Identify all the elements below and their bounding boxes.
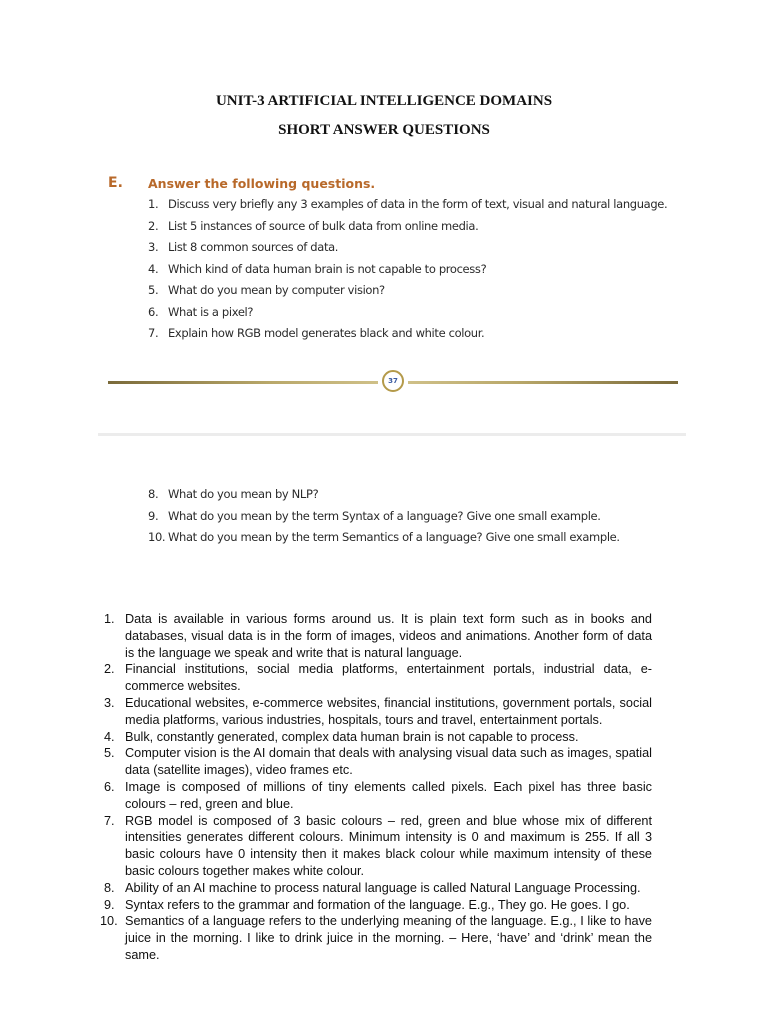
answer-number: 5. [104,746,115,761]
question-item [148,237,667,259]
question-number: 6. [148,304,159,319]
answer-item [104,880,652,897]
answer-item [100,913,652,963]
question-item [148,506,620,528]
divider-line-right [408,381,678,384]
question-list-page2 [148,484,620,549]
question-number: 1. [148,197,159,211]
question-number: 9. [148,508,159,523]
question-number: 4. [148,261,159,276]
question-text: List 8 common sources of data. [168,240,339,254]
answer-number: 8. [104,880,115,895]
answer-text: Syntax refers to the grammar and formation of the language. E.g., They go. He goes. I go. [125,897,630,912]
answer-number: 6. [104,779,115,794]
question-text: Discuss very briefly any 3 examples of data in the form of text, visual and natural language. [168,197,668,211]
question-number: 5. [148,283,159,297]
answer-item [104,779,652,813]
page-separator [98,433,686,436]
question-number: 2. [148,218,159,233]
answer-number: 1. [104,612,115,626]
answer-item [104,661,652,695]
question-text: What do you mean by computer vision? [168,283,385,297]
question-number: 10. [148,530,166,544]
question-text: What do you mean by the term Syntax of a language? Give one small example. [168,508,601,523]
answer-item [104,729,652,746]
answer-item [104,745,652,779]
question-text: Which kind of data human brain is not capable to process? [168,261,487,276]
answer-text: Semantics of a language refers to the underlying meaning of the language. E.g., I like to have juice in the morning. I like to drink juice in the morning. – Here, ‘have’ and ‘drink’ mean the same. [125,914,652,962]
question-item [148,280,667,302]
answer-item [104,611,652,661]
question-item [148,484,620,506]
page-title: UNIT-3 ARTIFICIAL INTELLIGENCE DOMAINS [215,93,553,109]
answer-number: 4. [104,729,115,744]
question-item [148,323,667,345]
question-text: What do you mean by the term Semantics of a language? Give one small example. [168,530,620,544]
answer-text: Bulk, constantly generated, complex data human brain is not capable to process. [125,729,579,744]
question-text: What is a pixel? [168,304,254,319]
question-number: 3. [148,240,159,254]
section-heading: Answer the following questions. [148,176,376,191]
page-number-badge: 37 [382,370,404,392]
answer-item [104,813,652,880]
page-subtitle: SHORT ANSWER QUESTIONS [278,122,490,138]
question-number: 8. [148,487,159,501]
question-text: List 5 instances of source of bulk data from online media. [168,218,479,233]
answer-number: 3. [104,695,115,710]
question-item [148,302,667,324]
question-item [148,527,620,549]
answer-list [100,611,652,964]
question-text: What do you mean by NLP? [168,487,319,501]
answer-text: Ability of an AI machine to process natural language is called Natural Language Processing. [125,880,641,895]
question-number: 7. [148,326,159,340]
answer-item [104,695,652,729]
answer-text: Data is available in various forms around us. It is plain text form such as in books and databases, visual data is in the form of images, videos and animations. Another form of data is the language we speak and write that is natural language. [125,612,652,660]
answer-text: Financial institutions, social media platforms, entertainment portals, industrial data, e-commerce websites. [125,662,652,694]
question-item [148,216,667,238]
answer-text: Educational websites, e-commerce websites, financial institutions, government portals, social media platforms, various industries, hospitals, tours and travel, entertainment portals. [125,695,652,727]
section-letter: E. [108,175,123,191]
answer-text: RGB model is composed of 3 basic colours – red, green and blue whose mix of different intensities generates different colours. Minimum intensity is 0 and maximum is 255. If all 3 basic colours have 0 intensity then it makes black colour while maximum intensity of these basic colours together makes white colour. [125,813,652,878]
question-item [148,194,667,216]
answer-text: Computer vision is the AI domain that deals with analysing visual data such as images, spatial data (satellite images), video frames etc. [125,746,652,778]
answer-text: Image is composed of millions of tiny elements called pixels. Each pixel has three basic colours – red, green and blue. [125,779,652,811]
divider-line-left [108,381,378,384]
question-item [148,259,667,281]
answer-item [104,897,652,914]
question-list-page1 [148,194,667,345]
page-footer-divider [108,370,678,394]
answer-number: 9. [104,897,115,912]
answer-number: 10. [100,914,118,929]
answer-number: 2. [104,662,115,677]
question-text: Explain how RGB model generates black and white colour. [168,326,485,340]
answer-number: 7. [104,813,115,828]
